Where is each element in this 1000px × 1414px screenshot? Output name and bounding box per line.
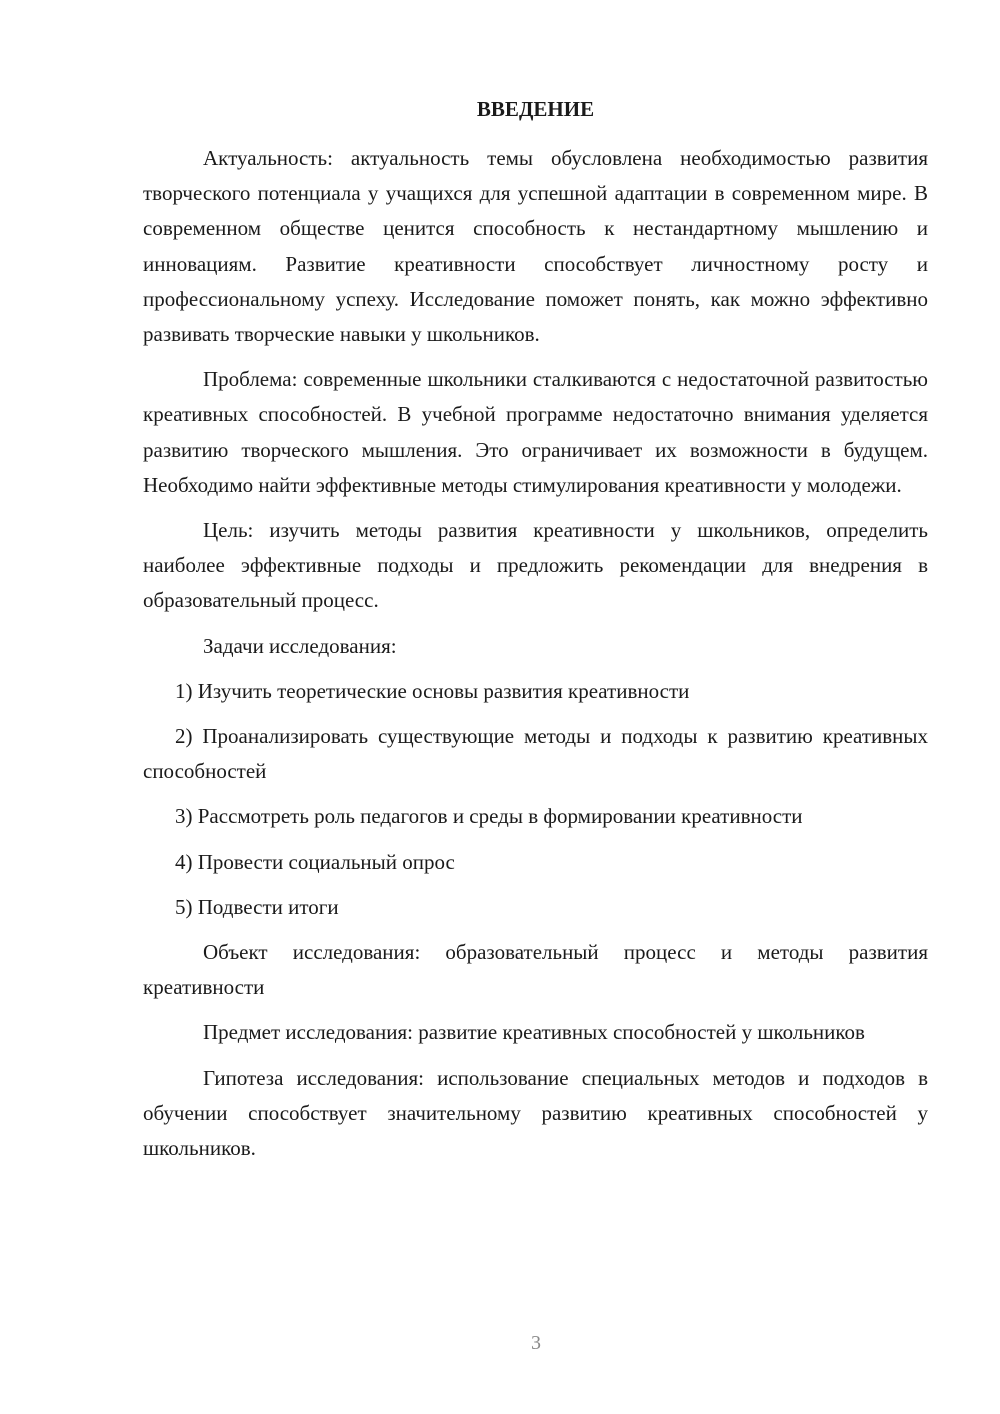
paragraph-goal: Цель: изучить методы развития креативности у школьников, определить наиболее эффективные подходы и предложить рекомендации для внедрения в образовательный процесс.: [143, 518, 928, 613]
task-item-1: 1) Изучить теоретические основы развития креативности: [175, 678, 690, 703]
paragraph-hypothesis: Гипотеза исследования: использование специальных методов и подходов в обучении способствует значительному развитию креативных способностей у школьников.: [143, 1065, 928, 1161]
paragraph-subject: Предмет исследования: развитие креативных способностей у школьников: [203, 1020, 865, 1045]
document-page: [143, 92, 928, 1176]
tasks-heading: Задачи исследования:: [203, 633, 397, 658]
task-item-4: 4) Провести социальный опрос: [175, 849, 455, 874]
paragraph-object: Объект исследования: образовательный процесс и методы развития креативности: [143, 940, 928, 1000]
paragraph-relevance: Актуальность: актуальность темы обусловлена необходимостью развития творческого потенциала у учащихся для успешной адаптации в современном мире. В современном обществе ценится способность к нестандартному мышлению и инновациям. Развитие креативности способствует личностному росту и профессиональному успеху. Исследование поможет понять, как можно эффективно развивать творческие навыки у школьников.: [143, 146, 928, 347]
task-item-3: 3) Рассмотреть роль педагогов и среды в формировании креативности: [175, 804, 803, 829]
task-item-5: 5) Подвести итоги: [175, 894, 339, 919]
task-item-2: 2) Проанализировать существующие методы и подходы к развитию креативных способностей: [143, 724, 928, 784]
paragraph-problem: Проблема: современные школьники сталкиваются с недостаточной развитостью креативных способностей. В учебной программе недостаточно внимания уделяется развитию творческого мышления. Это ограничивает их возможности в будущем. Необходимо найти эффективные методы стимулирования креативности у молодежи.: [143, 367, 928, 497]
page-number: 3: [531, 1332, 541, 1354]
document-title: ВВЕДЕНИЕ: [476, 97, 595, 121]
